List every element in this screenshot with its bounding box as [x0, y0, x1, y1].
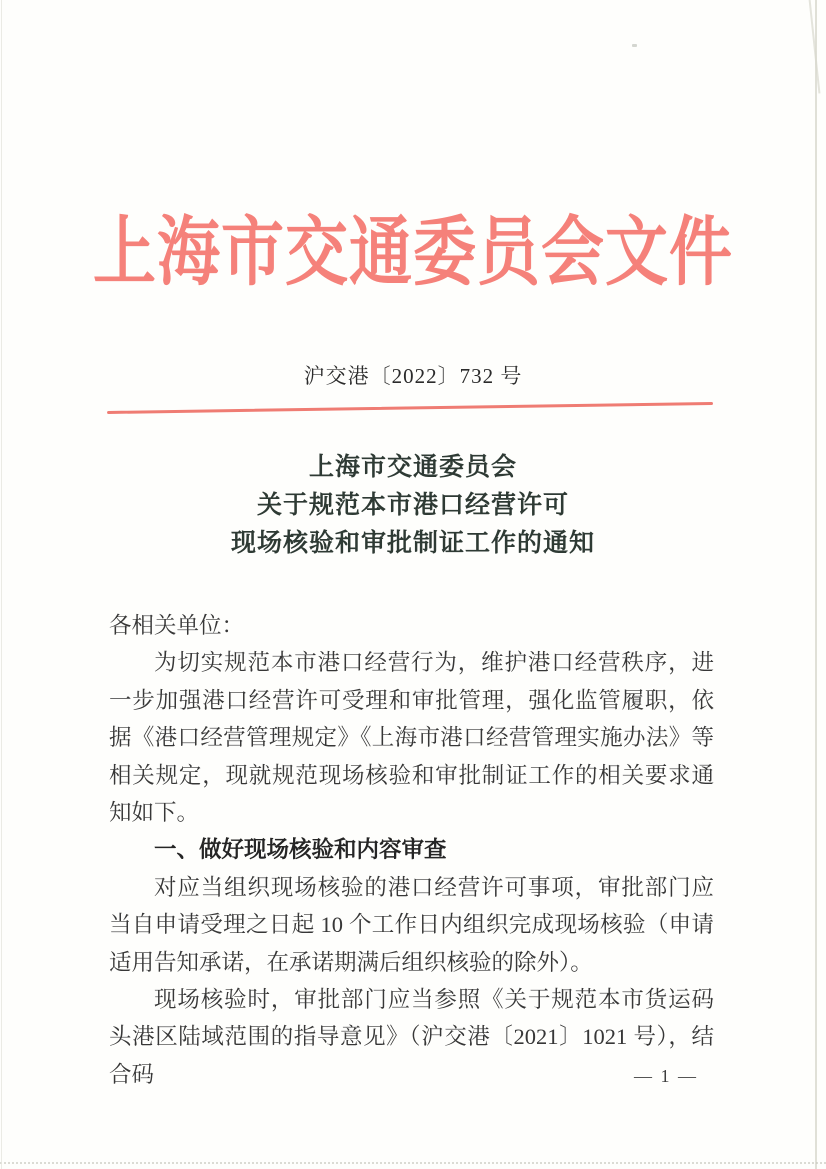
scan-speck [632, 44, 637, 47]
body-paragraph: 对应当组织现场核验的港口经营许可事项，审批部门应当自申请受理之日起 10 个工作日内组织完成现场核验（申请适用告知承诺，在承诺期满后组织核验的除外）。 [109, 874, 714, 975]
scan-edge-left [1, 0, 2, 1169]
doc-title-line-3: 现场核验和审批制证工作的通知 [230, 530, 595, 557]
scan-edge-right [815, 0, 817, 1169]
doc-reference-number: 沪交港〔2022〕732 号 [303, 364, 523, 388]
red-divider-line [107, 402, 713, 414]
salutation: 各相关单位： [109, 613, 245, 638]
body-paragraph: 现场核验时，审批部门应当参照《关于规范本市货运码头港区陆域范围的指导意见》（沪交港〔2021〕1021 号），结合码 [109, 987, 714, 1087]
paragraph-container [109, 644, 714, 1093]
body-paragraph: 为切实规范本市港口经营行为，维护港口经营秩序，进一步加强港口经营许可受理和审批管理，强化监管履职，依据《港口经营管理规定》《上海市港口经营管理实施办法》等相关规定，现就规范现场核验和审批制证工作的相关要求通知如下。 [109, 650, 714, 826]
document-body [109, 607, 714, 1093]
section-heading: 一、做好现场核验和内容审查 [154, 837, 447, 863]
scan-edge-bottom [0, 1162, 826, 1164]
doc-title-line-1: 上海市交通委员会 [308, 454, 517, 481]
page-number: — 1 — [634, 1066, 698, 1086]
doc-title [0, 449, 826, 563]
doc-title-line-2: 关于规范本市港口经营许可 [256, 492, 569, 519]
red-masthead-title: 上海市交通委员会文件 [93, 210, 733, 295]
